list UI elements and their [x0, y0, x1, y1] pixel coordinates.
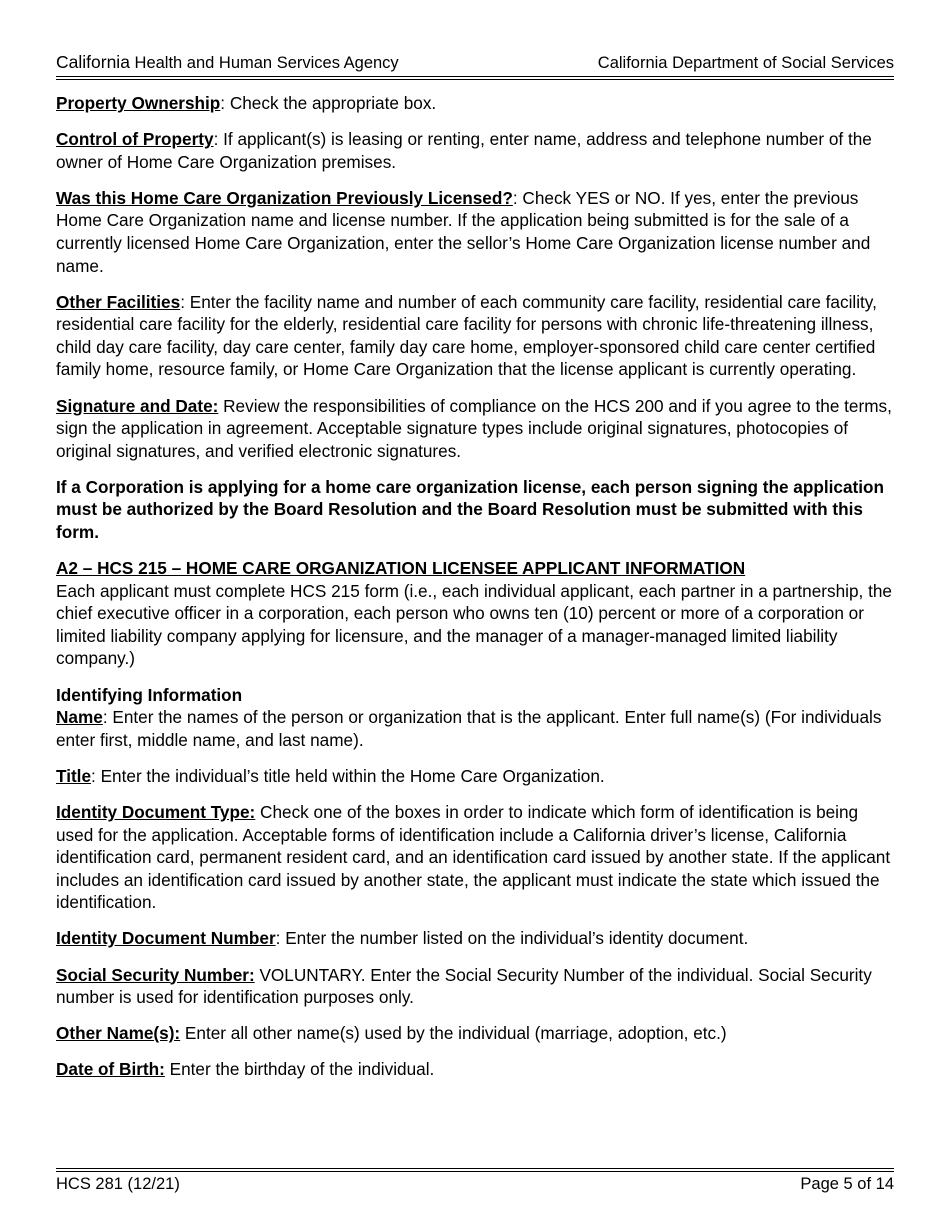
form-number: HCS 281 (12/21)	[56, 1175, 180, 1193]
other-facilities-heading: Other Facilities	[56, 291, 181, 312]
page-number: Page 5 of 14	[800, 1175, 894, 1193]
control-of-property-paragraph: Control of Property: If applicant(s) is leasing or renting, enter name, address and telephone number of the owner of Home Care Organization premises.	[56, 129, 872, 172]
agency-name: California Health and Human Services Agency	[56, 52, 399, 72]
other-facilities-paragraph: Other Facilities: Enter the facility name and number of each community care facility, residential care facility, residential care facility for the elderly, residential care facility for persons with chronic life-threatening illness, child day care facility, day care center, family day care home, employer-sponsored child care center certified family home, resource family, or Home Care Organization that the license applicant is currently operating.	[56, 291, 877, 380]
ssn-heading: Social Security Number:	[56, 964, 255, 985]
footer-divider	[56, 1168, 894, 1172]
title-heading: Title	[56, 765, 92, 786]
identity-document-type-heading: Identity Document Type:	[56, 801, 256, 822]
property-ownership-paragraph: Property Ownership: Check the appropriate box.	[56, 93, 437, 113]
header-divider	[56, 76, 894, 80]
previously-licensed-paragraph: Was this Home Care Organization Previously Licensed?: Check YES or NO. If yes, enter the previous Home Care Organization name and license number. If the application being submitted is for the sale of a currently licensed Home Care Organization, enter the sellor’s Home Care Organization license number and name.	[56, 187, 871, 276]
identifying-information-heading: Identifying Information	[56, 684, 243, 705]
department-name: California Department of Social Services	[597, 54, 894, 72]
page-header	[56, 52, 894, 73]
control-of-property-heading: Control of Property	[56, 129, 214, 150]
title-paragraph: Title: Enter the individual’s title held within the Home Care Organization.	[56, 765, 605, 786]
previously-licensed-heading: Was this Home Care Organization Previously Licensed?	[56, 187, 513, 208]
identity-document-type-paragraph: Identity Document Type: Check one of the boxes in order to indicate which form of identification is being used for the application. Acceptable forms of identification include a California driver’s license, California identification card, permanent resident card, and an identification card issued by another state. If the applicant includes an identification card issued by another state, the applicant must indicate the state which issued the identification.	[56, 801, 891, 913]
signature-date-paragraph: Signature and Date: Review the responsibilities of compliance on the HCS 200 and if you agree to the terms, sign the application in agreement. Acceptable signature types include original signatures, photocopies of original signatures, and verified electronic signatures.	[56, 395, 892, 461]
a2-text: Each applicant must complete HCS 215 form (i.e., each individual applicant, each partner in a partnership, the chief executive officer in a corporation, each person who owns ten (10) percent or more of a corporation or limited liability company applying for licensure, and the manager of a manager-managed limited liability company.)	[56, 580, 892, 669]
date-of-birth-heading: Date of Birth:	[56, 1059, 165, 1080]
other-names-heading: Other Name(s):	[56, 1023, 181, 1044]
document-body	[56, 92, 896, 1094]
signature-date-heading: Signature and Date:	[56, 395, 219, 416]
page-footer	[56, 1175, 894, 1194]
a2-title: A2 – HCS 215 – HOME CARE ORGANIZATION LICENSEE APPLICANT INFORMATION	[56, 558, 746, 579]
property-ownership-heading: Property Ownership	[56, 93, 221, 113]
a2-section	[56, 557, 896, 670]
name-paragraph: Identifying Information Name: Enter the names of the person or organization that is the applicant. Enter full name(s) (For individuals enter first, middle name, and last name).	[56, 684, 896, 752]
identity-document-number-paragraph: Identity Document Number: Enter the number listed on the individual’s identity document.	[56, 928, 749, 949]
other-names-paragraph: Other Name(s): Enter all other name(s) used by the individual (marriage, adoption, etc.)	[56, 1023, 727, 1044]
identity-document-number-heading: Identity Document Number	[56, 928, 276, 949]
ssn-paragraph: Social Security Number: VOLUNTARY. Enter the Social Security Number of the individual. Social Security number is used for identification purposes only.	[56, 964, 872, 1008]
name-heading: Name	[56, 707, 103, 728]
date-of-birth-paragraph: Date of Birth: Enter the birthday of the individual.	[56, 1059, 435, 1080]
corporation-note: If a Corporation is applying for a home care organization license, each person signing the application must be authorized by the Board Resolution and the Board Resolution must be submitted with this form.	[56, 476, 885, 542]
